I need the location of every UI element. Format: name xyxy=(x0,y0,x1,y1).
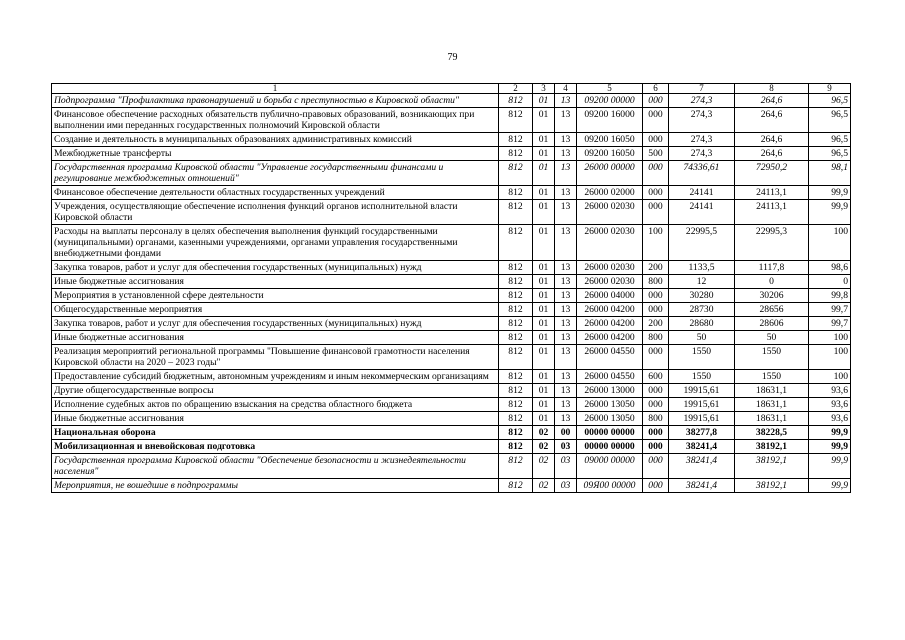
pr-cell: 13 xyxy=(555,133,577,147)
header-cell: 7 xyxy=(669,84,735,94)
rz-cell: 01 xyxy=(533,317,555,331)
plan-value-cell: 274,3 xyxy=(669,94,735,108)
ved-cell: 812 xyxy=(499,108,533,133)
plan-value-cell: 74336,61 xyxy=(669,161,735,186)
rz-cell: 01 xyxy=(533,200,555,225)
rz-cell: 01 xyxy=(533,370,555,384)
ved-cell: 812 xyxy=(499,94,533,108)
percent-cell: 99,9 xyxy=(809,426,851,440)
vr-cell: 800 xyxy=(643,275,669,289)
plan-value-cell: 38241,4 xyxy=(669,454,735,479)
vr-cell: 000 xyxy=(643,133,669,147)
rz-cell: 02 xyxy=(533,426,555,440)
fact-value-cell: 1550 xyxy=(735,370,809,384)
pr-cell: 03 xyxy=(555,454,577,479)
fact-value-cell: 18631,1 xyxy=(735,398,809,412)
csr-cell: 26000 04550 xyxy=(577,370,643,384)
csr-cell: 26000 02030 xyxy=(577,225,643,261)
pr-cell: 13 xyxy=(555,412,577,426)
fact-value-cell: 50 xyxy=(735,331,809,345)
rz-cell: 01 xyxy=(533,147,555,161)
csr-cell: 26000 04200 xyxy=(577,303,643,317)
pr-cell: 03 xyxy=(555,479,577,493)
rz-cell: 01 xyxy=(533,108,555,133)
csr-cell: 26000 04200 xyxy=(577,317,643,331)
rz-cell: 01 xyxy=(533,186,555,200)
rz-cell: 02 xyxy=(533,479,555,493)
percent-cell: 100 xyxy=(809,331,851,345)
percent-cell: 98,6 xyxy=(809,261,851,275)
percent-cell: 96,5 xyxy=(809,108,851,133)
header-row xyxy=(52,84,851,94)
rz-cell: 01 xyxy=(533,303,555,317)
row-name-cell: Другие общегосударственные вопросы xyxy=(52,384,499,398)
ved-cell: 812 xyxy=(499,261,533,275)
row-name-cell: Общегосударственные мероприятия xyxy=(52,303,499,317)
plan-value-cell: 24141 xyxy=(669,200,735,225)
plan-value-cell: 1550 xyxy=(669,345,735,370)
row-name-cell: Подпрограмма "Профилактика правонарушений и борьба с преступностью в Кировской области" xyxy=(52,94,499,108)
vr-cell: 200 xyxy=(643,317,669,331)
plan-value-cell: 19915,61 xyxy=(669,384,735,398)
csr-cell: 26000 04550 xyxy=(577,345,643,370)
header-cell: 3 xyxy=(533,84,555,94)
plan-value-cell: 30280 xyxy=(669,289,735,303)
rz-cell: 02 xyxy=(533,454,555,479)
plan-value-cell: 19915,61 xyxy=(669,412,735,426)
ved-cell: 812 xyxy=(499,384,533,398)
csr-cell: 09200 00000 xyxy=(577,94,643,108)
table-row xyxy=(52,186,851,200)
header-cell: 9 xyxy=(809,84,851,94)
ved-cell: 812 xyxy=(499,426,533,440)
table-row xyxy=(52,331,851,345)
budget-table xyxy=(51,83,851,493)
plan-value-cell: 38241,4 xyxy=(669,479,735,493)
plan-value-cell: 50 xyxy=(669,331,735,345)
pr-cell: 13 xyxy=(555,147,577,161)
fact-value-cell: 24113,1 xyxy=(735,200,809,225)
csr-cell: 26000 02030 xyxy=(577,275,643,289)
pr-cell: 13 xyxy=(555,370,577,384)
pr-cell: 13 xyxy=(555,345,577,370)
header-cell: 1 xyxy=(52,84,499,94)
header-cell: 2 xyxy=(499,84,533,94)
plan-value-cell: 274,3 xyxy=(669,108,735,133)
percent-cell: 99,9 xyxy=(809,200,851,225)
table-row xyxy=(52,289,851,303)
table-row xyxy=(52,133,851,147)
table-row xyxy=(52,303,851,317)
percent-cell: 96,5 xyxy=(809,147,851,161)
table-row xyxy=(52,398,851,412)
ved-cell: 812 xyxy=(499,161,533,186)
table-row xyxy=(52,317,851,331)
rz-cell: 01 xyxy=(533,225,555,261)
pr-cell: 13 xyxy=(555,186,577,200)
ved-cell: 812 xyxy=(499,398,533,412)
row-name-cell: Финансовое обеспечение деятельности областных государственных учреждений xyxy=(52,186,499,200)
ved-cell: 812 xyxy=(499,275,533,289)
plan-value-cell: 12 xyxy=(669,275,735,289)
vr-cell: 100 xyxy=(643,225,669,261)
vr-cell: 000 xyxy=(643,303,669,317)
header-cell: 8 xyxy=(735,84,809,94)
table-row xyxy=(52,384,851,398)
percent-cell: 99,9 xyxy=(809,479,851,493)
rz-cell: 01 xyxy=(533,331,555,345)
row-name-cell: Предоставление субсидий бюджетным, автономным учреждениям и иным некоммерческим организациям xyxy=(52,370,499,384)
rz-cell: 01 xyxy=(533,261,555,275)
vr-cell: 000 xyxy=(643,479,669,493)
page-number: 79 xyxy=(447,52,458,63)
ved-cell: 812 xyxy=(499,370,533,384)
rz-cell: 01 xyxy=(533,412,555,426)
row-name-cell: Иные бюджетные ассигнования xyxy=(52,275,499,289)
csr-cell: 00000 00000 xyxy=(577,426,643,440)
row-name-cell: Учреждения, осуществляющие обеспечение исполнения функций органов исполнительной власти Кировской области xyxy=(52,200,499,225)
fact-value-cell: 38192,1 xyxy=(735,479,809,493)
vr-cell: 000 xyxy=(643,345,669,370)
ved-cell: 812 xyxy=(499,147,533,161)
plan-value-cell: 19915,61 xyxy=(669,398,735,412)
plan-value-cell: 274,3 xyxy=(669,147,735,161)
percent-cell: 99,9 xyxy=(809,454,851,479)
plan-value-cell: 28730 xyxy=(669,303,735,317)
pr-cell: 13 xyxy=(555,303,577,317)
fact-value-cell: 28656 xyxy=(735,303,809,317)
csr-cell: 09Я00 00000 xyxy=(577,479,643,493)
row-name-cell: Закупка товаров, работ и услуг для обеспечения государственных (муниципальных) нужд xyxy=(52,317,499,331)
row-name-cell: Расходы на выплаты персоналу в целях обеспечения выполнения функций государственными (муниципальными) органами, казенными учреждениями, органами управления государственными внебюджетными фондами xyxy=(52,225,499,261)
percent-cell: 99,9 xyxy=(809,440,851,454)
vr-cell: 000 xyxy=(643,161,669,186)
pr-cell: 13 xyxy=(555,94,577,108)
fact-value-cell: 30206 xyxy=(735,289,809,303)
plan-value-cell: 1550 xyxy=(669,370,735,384)
row-name-cell: Мероприятия в установленной сфере деятельности xyxy=(52,289,499,303)
plan-value-cell: 22995,5 xyxy=(669,225,735,261)
pr-cell: 13 xyxy=(555,108,577,133)
vr-cell: 000 xyxy=(643,440,669,454)
csr-cell: 26000 00000 xyxy=(577,161,643,186)
table-row xyxy=(52,275,851,289)
pr-cell: 13 xyxy=(555,289,577,303)
row-name-cell: Иные бюджетные ассигнования xyxy=(52,412,499,426)
ved-cell: 812 xyxy=(499,345,533,370)
plan-value-cell: 38241,4 xyxy=(669,440,735,454)
row-name-cell: Финансовое обеспечение расходных обязательств публично-правовых образований, возникающих при выполнении ими переданных государственных полномочий Кировской области xyxy=(52,108,499,133)
ved-cell: 812 xyxy=(499,289,533,303)
vr-cell: 500 xyxy=(643,147,669,161)
table-row xyxy=(52,440,851,454)
plan-value-cell: 28680 xyxy=(669,317,735,331)
pr-cell: 13 xyxy=(555,200,577,225)
plan-value-cell: 274,3 xyxy=(669,133,735,147)
vr-cell: 000 xyxy=(643,186,669,200)
csr-cell: 26000 02030 xyxy=(577,261,643,275)
row-name-cell: Межбюджетные трансферты xyxy=(52,147,499,161)
ved-cell: 812 xyxy=(499,303,533,317)
percent-cell: 93,6 xyxy=(809,412,851,426)
row-name-cell: Иные бюджетные ассигнования xyxy=(52,331,499,345)
vr-cell: 800 xyxy=(643,331,669,345)
table-row xyxy=(52,108,851,133)
fact-value-cell: 72950,2 xyxy=(735,161,809,186)
row-name-cell: Государственная программа Кировской области "Управление государственными финансами и регулирование межбюджетных отношений" xyxy=(52,161,499,186)
pr-cell: 13 xyxy=(555,398,577,412)
pr-cell: 13 xyxy=(555,331,577,345)
fact-value-cell: 38192,1 xyxy=(735,454,809,479)
table-row xyxy=(52,94,851,108)
rz-cell: 01 xyxy=(533,161,555,186)
csr-cell: 09200 16000 xyxy=(577,108,643,133)
pr-cell: 13 xyxy=(555,161,577,186)
csr-cell: 26000 02000 xyxy=(577,186,643,200)
percent-cell: 99,7 xyxy=(809,317,851,331)
header-cell: 4 xyxy=(555,84,577,94)
rz-cell: 01 xyxy=(533,345,555,370)
fact-value-cell: 18631,1 xyxy=(735,384,809,398)
percent-cell: 93,6 xyxy=(809,398,851,412)
ved-cell: 812 xyxy=(499,200,533,225)
percent-cell: 0 xyxy=(809,275,851,289)
fact-value-cell: 38192,1 xyxy=(735,440,809,454)
table-row xyxy=(52,261,851,275)
table-row xyxy=(52,161,851,186)
pr-cell: 03 xyxy=(555,440,577,454)
plan-value-cell: 1133,5 xyxy=(669,261,735,275)
csr-cell: 26000 04000 xyxy=(577,289,643,303)
csr-cell: 26000 13050 xyxy=(577,412,643,426)
ved-cell: 812 xyxy=(499,133,533,147)
percent-cell: 100 xyxy=(809,225,851,261)
ved-cell: 812 xyxy=(499,412,533,426)
pr-cell: 13 xyxy=(555,317,577,331)
percent-cell: 93,6 xyxy=(809,384,851,398)
csr-cell: 26000 02030 xyxy=(577,200,643,225)
fact-value-cell: 22995,3 xyxy=(735,225,809,261)
fact-value-cell: 264,6 xyxy=(735,133,809,147)
row-name-cell: Государственная программа Кировской области "Обеспечение безопасности и жизнедеятельности населения" xyxy=(52,454,499,479)
vr-cell: 000 xyxy=(643,426,669,440)
pr-cell: 13 xyxy=(555,384,577,398)
csr-cell: 26000 04200 xyxy=(577,331,643,345)
percent-cell: 96,5 xyxy=(809,133,851,147)
row-name-cell: Исполнение судебных актов по обращению взыскания на средства областного бюджета xyxy=(52,398,499,412)
table-row xyxy=(52,370,851,384)
csr-cell: 09200 16050 xyxy=(577,147,643,161)
csr-cell: 09000 00000 xyxy=(577,454,643,479)
rz-cell: 01 xyxy=(533,94,555,108)
plan-value-cell: 24141 xyxy=(669,186,735,200)
percent-cell: 98,1 xyxy=(809,161,851,186)
vr-cell: 000 xyxy=(643,108,669,133)
ved-cell: 812 xyxy=(499,454,533,479)
csr-cell: 00000 00000 xyxy=(577,440,643,454)
plan-value-cell: 38277,8 xyxy=(669,426,735,440)
ved-cell: 812 xyxy=(499,186,533,200)
fact-value-cell: 28606 xyxy=(735,317,809,331)
percent-cell: 99,9 xyxy=(809,186,851,200)
percent-cell: 99,7 xyxy=(809,303,851,317)
row-name-cell: Закупка товаров, работ и услуг для обеспечения государственных (муниципальных) нужд xyxy=(52,261,499,275)
vr-cell: 000 xyxy=(643,200,669,225)
row-name-cell: Мероприятия, не вошедшие в подпрограммы xyxy=(52,479,499,493)
table-row xyxy=(52,454,851,479)
rz-cell: 01 xyxy=(533,289,555,303)
vr-cell: 000 xyxy=(643,94,669,108)
header-cell: 5 xyxy=(577,84,643,94)
fact-value-cell: 0 xyxy=(735,275,809,289)
fact-value-cell: 264,6 xyxy=(735,108,809,133)
pr-cell: 13 xyxy=(555,225,577,261)
fact-value-cell: 38228,5 xyxy=(735,426,809,440)
fact-value-cell: 1117,8 xyxy=(735,261,809,275)
percent-cell: 100 xyxy=(809,345,851,370)
ved-cell: 812 xyxy=(499,440,533,454)
fact-value-cell: 18631,1 xyxy=(735,412,809,426)
csr-cell: 09200 16050 xyxy=(577,133,643,147)
row-name-cell: Реализация мероприятий региональной программы "Повышение финансовой грамотности населения Кировской области на 2020 – 2023 годы" xyxy=(52,345,499,370)
table-row xyxy=(52,200,851,225)
row-name-cell: Национальная оборона xyxy=(52,426,499,440)
fact-value-cell: 264,6 xyxy=(735,147,809,161)
pr-cell: 13 xyxy=(555,261,577,275)
vr-cell: 600 xyxy=(643,370,669,384)
rz-cell: 01 xyxy=(533,275,555,289)
rz-cell: 01 xyxy=(533,133,555,147)
row-name-cell: Мобилизационная и вневойсковая подготовка xyxy=(52,440,499,454)
percent-cell: 100 xyxy=(809,370,851,384)
table-row xyxy=(52,426,851,440)
fact-value-cell: 264,6 xyxy=(735,94,809,108)
vr-cell: 800 xyxy=(643,412,669,426)
pr-cell: 13 xyxy=(555,275,577,289)
row-name-cell: Создание и деятельность в муниципальных образованиях административных комиссий xyxy=(52,133,499,147)
pr-cell: 00 xyxy=(555,426,577,440)
fact-value-cell: 24113,1 xyxy=(735,186,809,200)
ved-cell: 812 xyxy=(499,331,533,345)
vr-cell: 000 xyxy=(643,398,669,412)
percent-cell: 96,5 xyxy=(809,94,851,108)
header-cell: 6 xyxy=(643,84,669,94)
csr-cell: 26000 13050 xyxy=(577,398,643,412)
vr-cell: 000 xyxy=(643,289,669,303)
fact-value-cell: 1550 xyxy=(735,345,809,370)
rz-cell: 02 xyxy=(533,440,555,454)
table-row xyxy=(52,345,851,370)
ved-cell: 812 xyxy=(499,225,533,261)
table-row xyxy=(52,147,851,161)
rz-cell: 01 xyxy=(533,384,555,398)
vr-cell: 000 xyxy=(643,384,669,398)
csr-cell: 26000 13000 xyxy=(577,384,643,398)
ved-cell: 812 xyxy=(499,317,533,331)
vr-cell: 200 xyxy=(643,261,669,275)
rz-cell: 01 xyxy=(533,398,555,412)
vr-cell: 000 xyxy=(643,454,669,479)
table-row xyxy=(52,225,851,261)
table-row xyxy=(52,412,851,426)
percent-cell: 99,8 xyxy=(809,289,851,303)
table-row xyxy=(52,479,851,493)
ved-cell: 812 xyxy=(499,479,533,493)
